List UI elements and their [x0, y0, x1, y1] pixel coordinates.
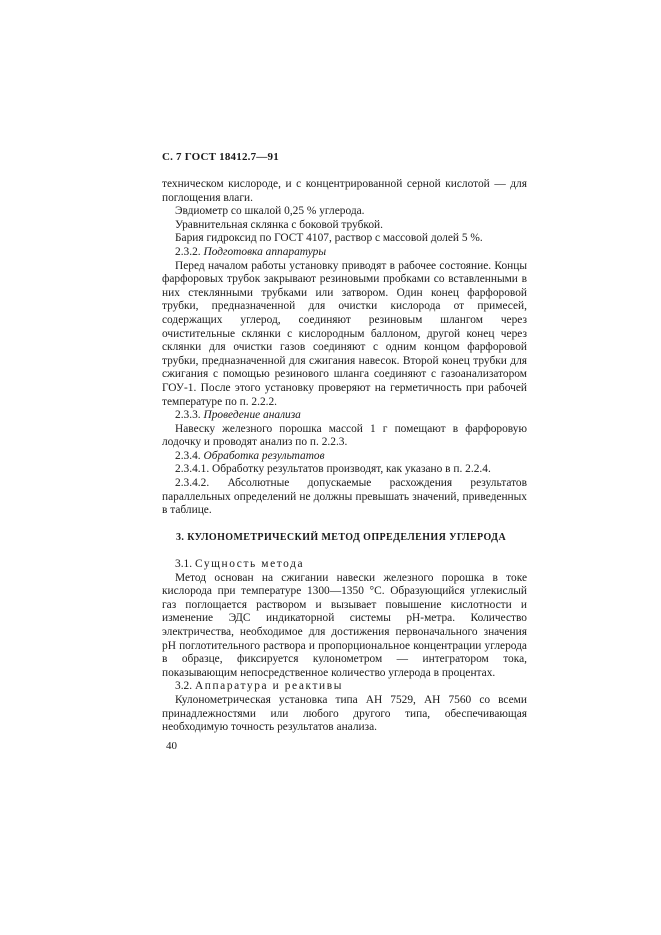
paragraph-barium-hydroxide: Бария гидроксид по ГОСТ 4107, раствор с массовой долей 5 %.: [175, 232, 483, 245]
subheading-title: Проведение анализа: [203, 409, 301, 422]
text-block-3: [162, 558, 527, 735]
subheading-title: Сущность метода: [194, 558, 305, 570]
subheading-number: 2.3.2.: [175, 245, 201, 258]
paragraph-apparatus: Кулонометрическая установка типа АН 7529, АН 7560 со всеми принадлежностями или любого другого типа, обеспечивающая необходимую точность результатов анализа.: [162, 693, 527, 734]
subheading-number: 3.2.: [175, 680, 193, 693]
subheading-analysis: [162, 409, 527, 423]
subheading-title: Обработка результатов: [203, 449, 325, 462]
paragraph-method-essence: Метод основан на сжигании навески железного порошка в токе кислорода при температуре 1300—1350 °С. Образующийся углекислый газ поглощается раствором и вызывает повышение кислотности и изменение ЭДС индикаторной системы рН-метра. Количество электричества, необходимое для достижения первоначального значения рН поглотительного раствора и пропорциональное концентрации углерода в образце, фиксируется кулонометром — интегратором тока, показывающим непосредственное количество углерода в процентах.: [162, 571, 527, 679]
subheading-method-essence: [162, 558, 527, 572]
subheading-title: Подготовка аппаратуры: [203, 245, 327, 258]
paragraph-eudiometer: Эвдиометр со шкалой 0,25 % углерода.: [175, 205, 365, 218]
subheading-title: Аппаратура и реактивы: [194, 680, 343, 693]
paragraph-results-2: 2.3.4.2. Абсолютные допускаемые расхождения результатов параллельных определений не должны превышать значений, приведенных в таблице.: [162, 477, 527, 517]
subheading-apparatus: [162, 680, 527, 694]
subheading-preparation: [162, 246, 527, 260]
paragraph-oxygen-note: техническом кислороде, и с концентрированной серной кислотой — для поглощения влаги.: [162, 178, 527, 204]
paragraph-results-1: 2.3.4.1. Обработку результатов производят, как указано в п. 2.2.4.: [175, 463, 491, 476]
subheading-number: 3.1.: [175, 558, 193, 570]
paragraph-preparation: Перед началом работы установку приводят в рабочее состояние. Концы фарфоровых трубок закрывают резиновыми пробками со вставленными в них стеклянными трубками или затвором. Один конец фарфоровой трубки, предназначенной для очистки кислорода от примесей, содержащих углерод, соединяют резиновым шлангом через очистительные склянки с кислородным баллоном, другой конец через склянки для очистки газов соединяют с одним концом фарфоровой трубки, предназначенной для сжигания навесок. Второй конец трубки для сжигания с помощью резинового шланга соединяют с газоанализатором ГОУ-1. После этого установку проверяют на герметичность при рабочей температуре по п. 2.2.2.: [162, 259, 527, 408]
subheading-number: 2.3.4.: [175, 449, 201, 462]
section-title: 3. КУЛОНОМЕТРИЧЕСКИЙ МЕТОД ОПРЕДЕЛЕНИЯ УГЛЕРОДА: [176, 532, 507, 543]
subheading-results: [162, 450, 527, 464]
page-number: 40: [166, 740, 177, 752]
subheading-number: 2.3.3.: [175, 409, 201, 422]
page-header: С. 7 ГОСТ 18412.7—91: [162, 151, 279, 163]
paragraph-leveling-flask: Уравнительная склянка с боковой трубкой.: [175, 218, 383, 231]
paragraph-analysis: Навеску железного порошка массой 1 г помещают в фарфоровую лодочку и проводят анализ по п. 2.2.3.: [162, 422, 527, 449]
text-block-2-3: [162, 178, 527, 518]
